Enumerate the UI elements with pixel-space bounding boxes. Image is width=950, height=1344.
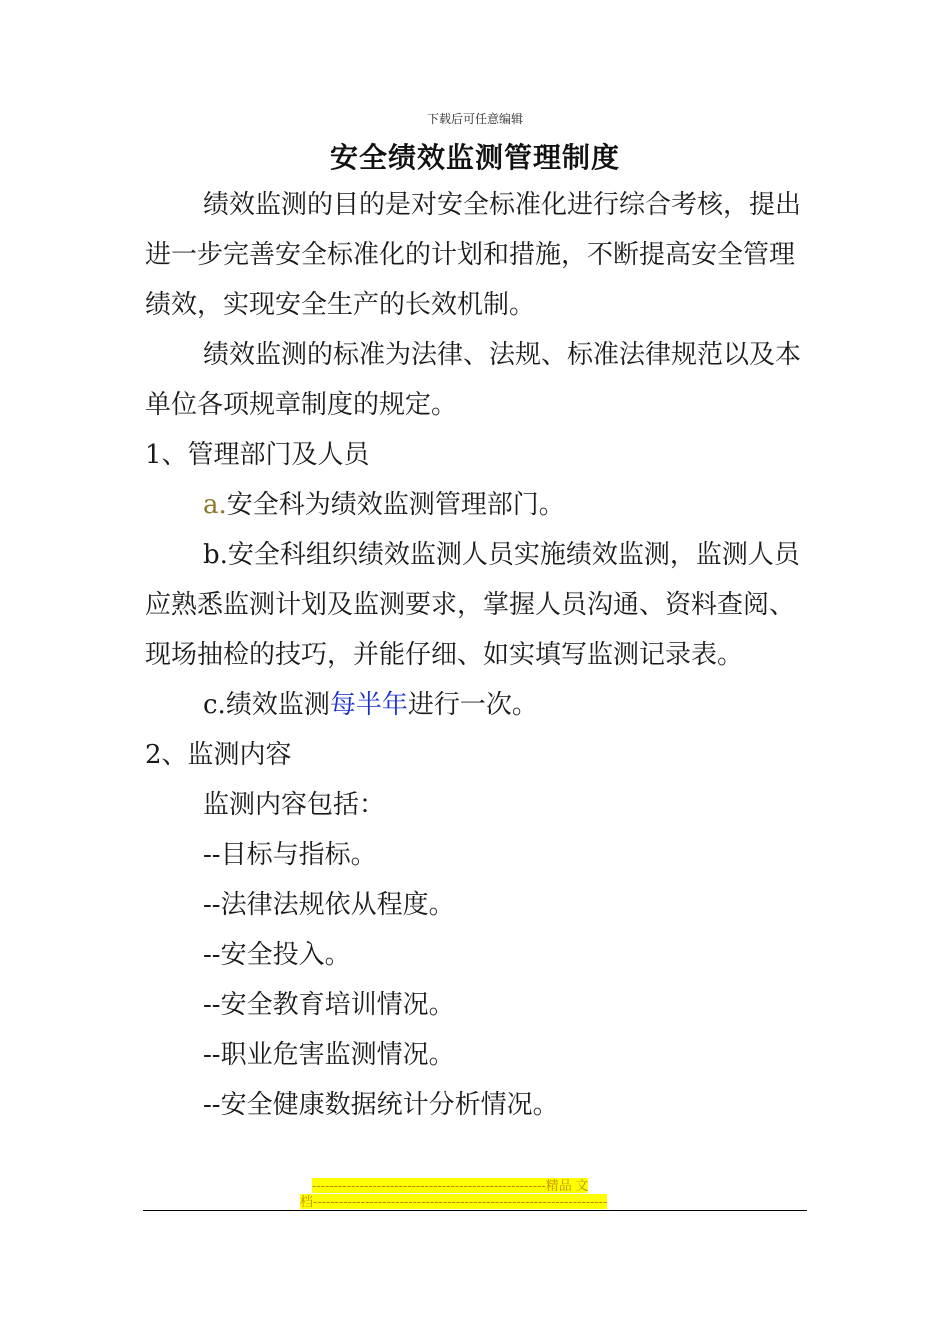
paragraph-purpose: 绩效监测的目的是对安全标准化进行综合考核，提出进一步完善安全标准化的计划和措施，不断提高安全管理绩效，实现安全生产的长效机制。 bbox=[145, 190, 802, 320]
list-item-b: b.安全科组织绩效监测人员实施绩效监测，监测人员应熟悉监测计划及监测要求，掌握人员沟通、资料查阅、现场抽检的技巧，并能仔细、如实填写监测记录表。 bbox=[145, 540, 800, 670]
list-item-c bbox=[145, 680, 807, 730]
item-text-a: 安全科为绩效监测管理部门。 bbox=[226, 490, 565, 520]
content-list-item: --安全投入。 bbox=[203, 940, 351, 970]
footer-line-1: ------------------------------------------------------精品 文 bbox=[312, 1178, 589, 1193]
list-item-a bbox=[145, 480, 807, 530]
section-heading-management: 1、管理部门及人员 bbox=[145, 440, 370, 470]
content-list-item: --目标与指标。 bbox=[203, 840, 377, 870]
item-text-c-suffix: 进行一次。 bbox=[407, 690, 538, 720]
paragraph-standard: 绩效监测的标准为法律、法规、标准法律规范以及本单位各项规章制度的规定。 bbox=[145, 340, 802, 420]
content-list-item: --法律法规依从程度。 bbox=[203, 890, 455, 920]
header-note: 下载后可任意编辑 bbox=[426, 112, 523, 126]
item-text-c-prefix: c.绩效监测 bbox=[203, 690, 330, 720]
document-body bbox=[145, 180, 807, 1130]
content-list-item: --安全健康数据统计分析情况。 bbox=[203, 1090, 559, 1120]
content-intro: 监测内容包括： bbox=[203, 790, 386, 820]
item-marker-a: a. bbox=[203, 490, 227, 520]
document-title: 安全绩效监测管理制度 bbox=[329, 141, 620, 174]
footer-watermark bbox=[300, 1178, 650, 1210]
section-heading-content: 2、监测内容 bbox=[145, 740, 292, 770]
content-list-item: --安全教育培训情况。 bbox=[203, 990, 455, 1020]
highlight-frequency: 每半年 bbox=[329, 690, 408, 720]
footer-divider bbox=[143, 1210, 807, 1211]
footer-line-2: 档-------------------------------------------------------------------- bbox=[300, 1194, 608, 1209]
content-list-item: --职业危害监测情况。 bbox=[203, 1040, 455, 1070]
